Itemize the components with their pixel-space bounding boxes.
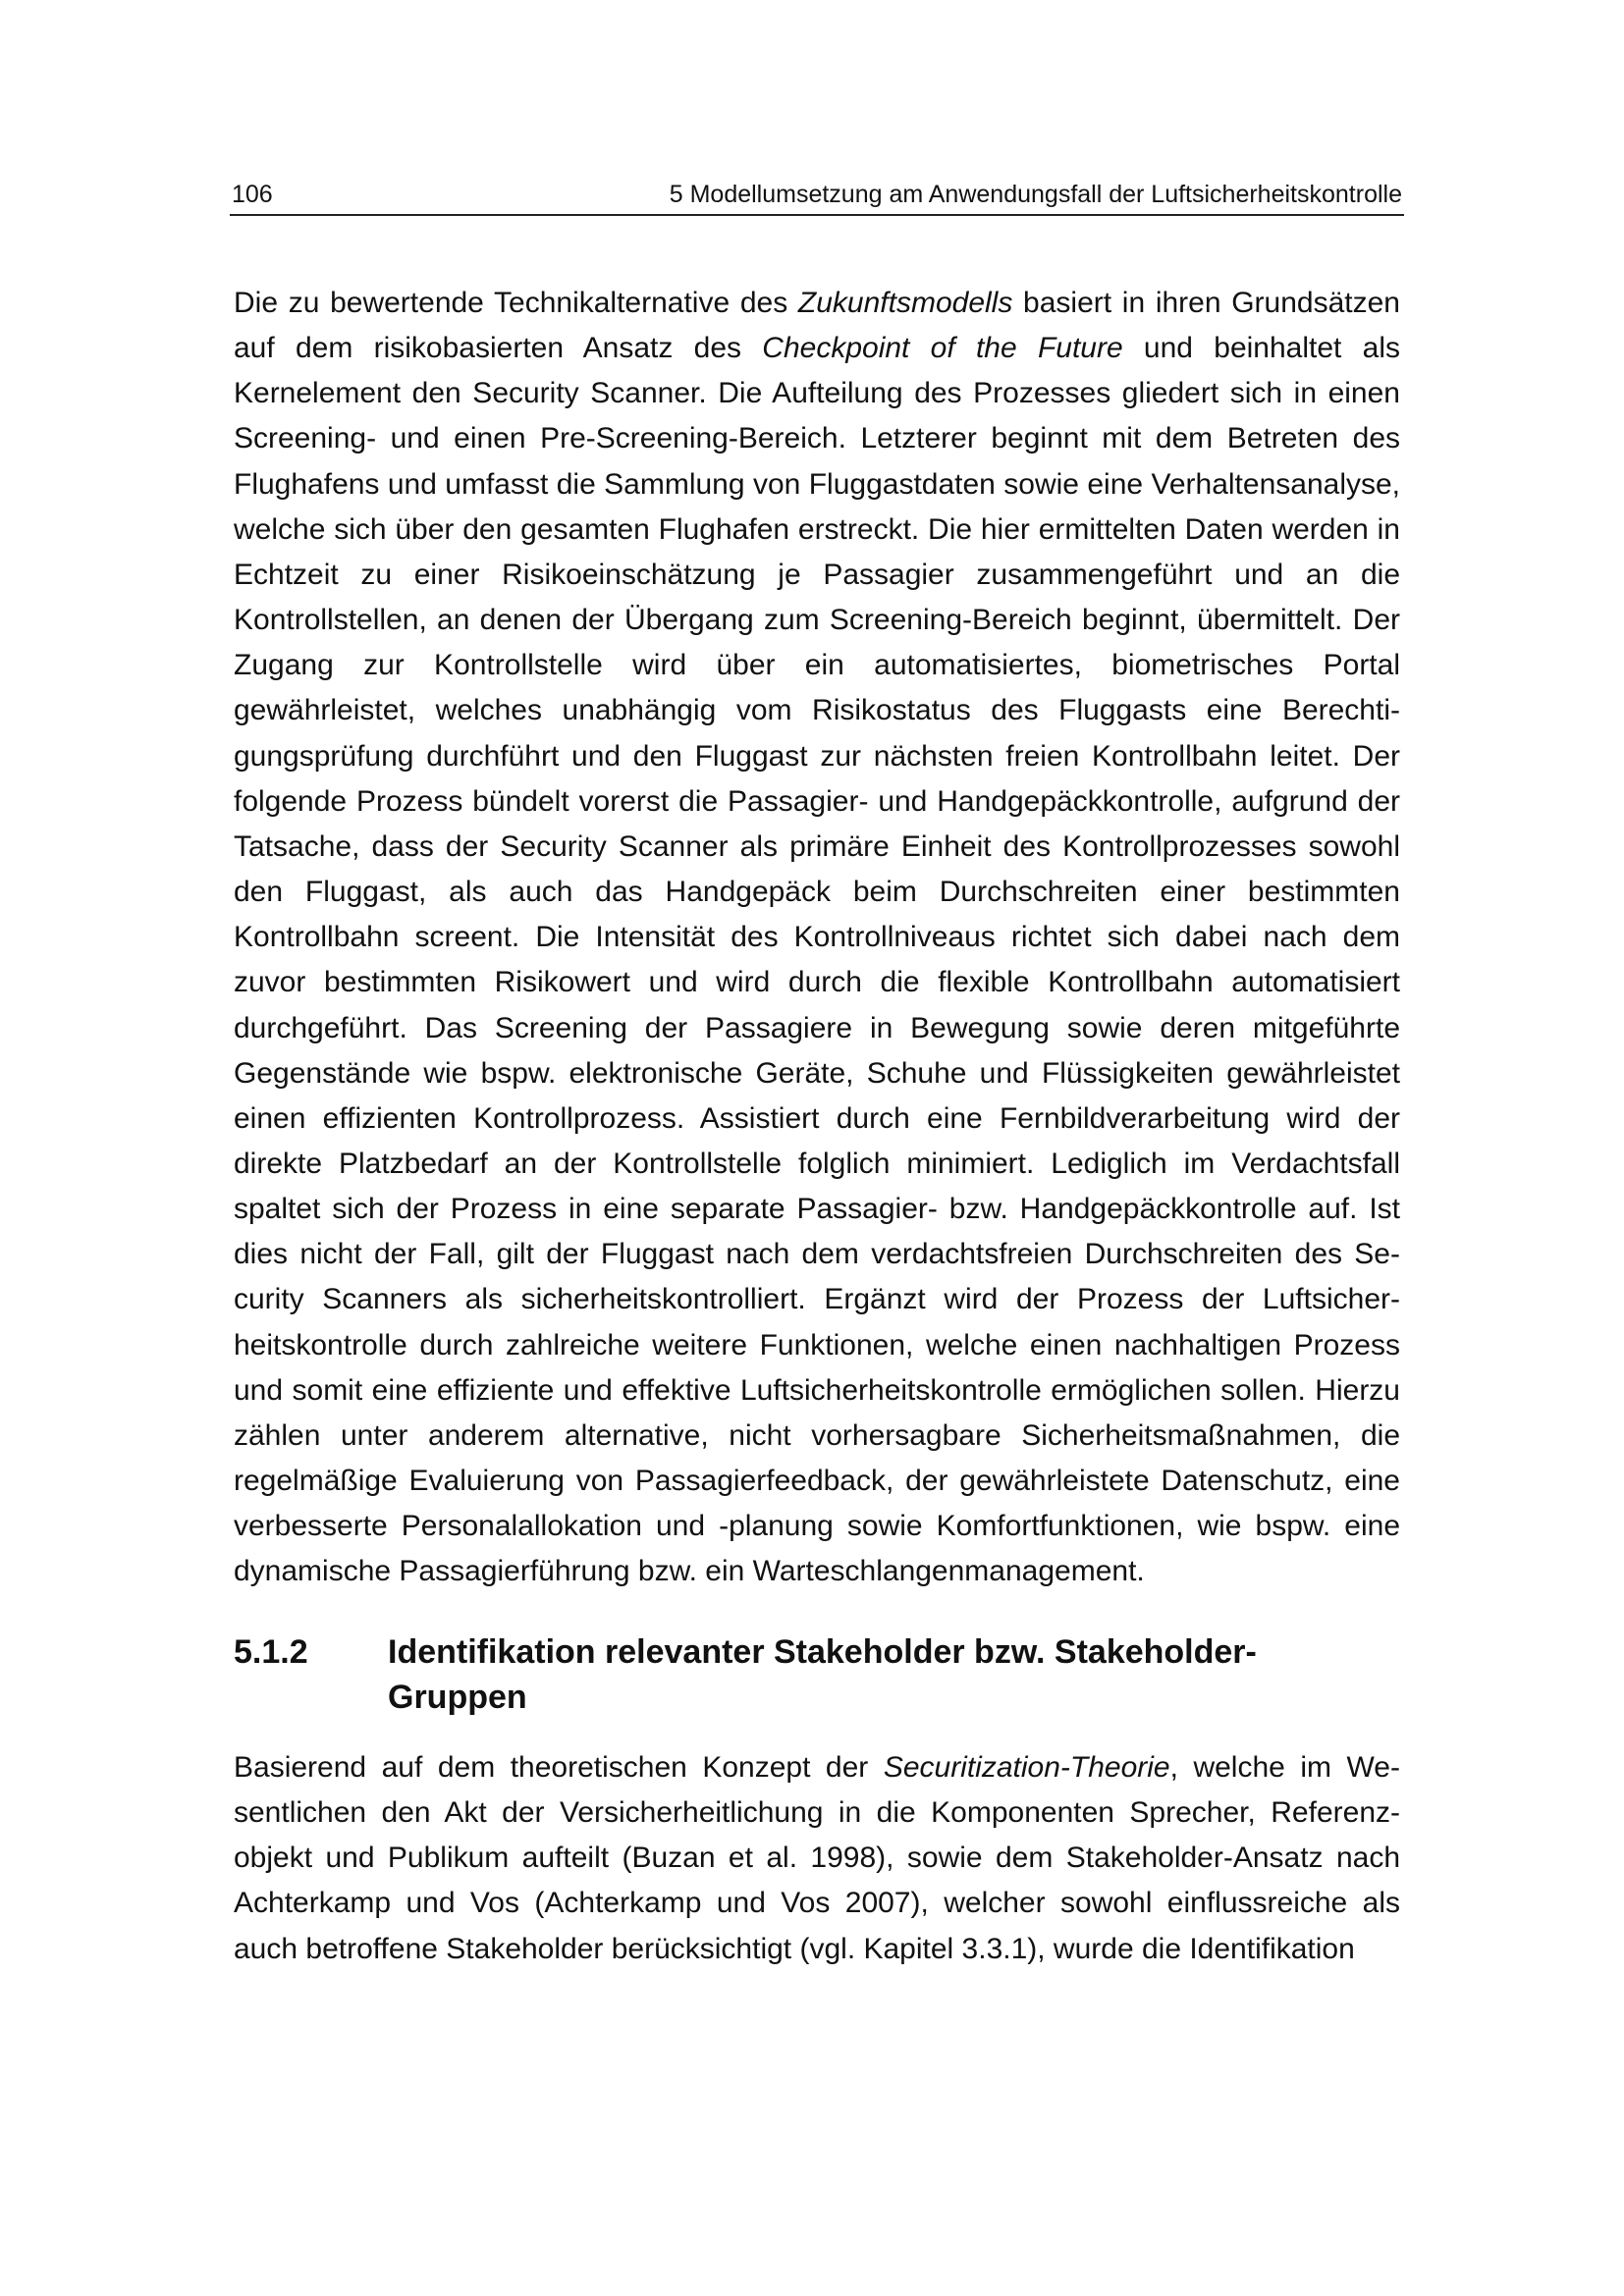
text-run-italic: Zukunftsmodells xyxy=(797,287,1013,319)
body-paragraph-2 xyxy=(234,1745,1400,1972)
body-paragraph-1 xyxy=(234,281,1400,1595)
page-number: 106 xyxy=(232,181,273,208)
text-run: Basierend auf dem theoretischen Konzept der xyxy=(234,1751,884,1784)
text-run: Die zu bewertende Technikalternative des xyxy=(234,287,798,319)
text-run-italic: Securitization-Theorie xyxy=(883,1751,1170,1784)
text-run: , welche im Wesentlichen den Akt der Versicherheitlichung in die Komponenten Sprecher, Referenzobjekt und Publikum aufteilt (Buzan et al. 1998), sowie dem Stakeholder-Ansatz nach Achterkamp und Vos (Achterkamp und Vos 2007), welcher sowohl einflussreiche als auch betroffene Stakeholder berücksichtigt (vgl. Kapitel 3.3.1), wurde die Identifikation xyxy=(234,1751,1400,1965)
section-title: Identifikation relevanter Stakeholder bzw. Stakeholder-Gruppen xyxy=(388,1633,1257,1716)
chapter-title: 5 Modellumsetzung am Anwendungsfall der Luftsicherheitskontrolle xyxy=(669,181,1402,208)
section-number: 5.1.2 xyxy=(234,1633,308,1671)
section-heading xyxy=(234,1629,1400,1728)
text-run: und beinhaltet als Kernelement den Security Scanner. Die Aufteilung des Prozesses gliedert sich in einen Screening- und einen Pre-Screening-Bereich. Letzterer beginnt mit dem Betreten des Flughafens und umfasst die Sammlung von Fluggastdaten sowie eine Verhaltensanalyse, welche sich über den gesamten Flughafen erstreckt. Die hier ermittelten Daten werden in Echtzeit zu einer Risikoeinschätzung je Passagier zusammengeführt und an die Kontrollstellen, an denen der Übergang zum Screening-Bereich beginnt, übermittelt. Der Zugang zur Kontrollstelle wird über ein automatisiertes, biometrisches Portal gewährleistet, welches unabhängig vom Risikostatus des Fluggasts eine Berechtigungsprüfung durchführt und den Fluggast zur nächsten freien Kontrollbahn leitet. Der folgende Prozess bündelt vorerst die Passagier- und Handgepäckkontrolle, aufgrund der Tatsache, dass der Security Scanner als primäre Einheit des Kontrollprozesses sowohl den Fluggast, als auch das Handgepäck beim Durchschreiten einer bestimmten Kontrollbahn screent. Die Intensität des Kontrollniveaus richtet sich dabei nach dem zuvor bestimmten Risikowert und wird durch die flexible Kontrollbahn automatisiert durchgeführt. Das Screening der Passagiere in Bewegung sowie deren mitgeführte Gegenstände wie bspw. elektronische Geräte, Schuhe und Flüssigkeiten gewährleistet einen effizienten Kontrollprozess. Assistiert durch eine Fernbildverarbeitung wird der direkte Platzbedarf an der Kontrollstelle folglich minimiert. Lediglich im Verdachtsfall spaltet sich der Prozess in eine separate Passagier- bzw. Handgepäckkontrolle auf. Ist dies nicht der Fall, gilt der Fluggast nach dem verdachtsfreien Durchschreiten des Security Scanners als sicherheitskontrolliert. Ergänzt wird der Prozess der Luftsicherheitskontrolle durch zahlreiche weitere Funktionen, welche einen nachhaltigen Prozess und somit eine effiziente und effektive Luftsicherheitskontrolle ermöglichen sollen. Hierzu zählen unter anderem alternative, nicht vorhersagbare Sicherheitsmaßnahmen, die regelmäßige Evaluierung von Passagierfeedback, der gewährleistete Datenschutz, eine verbesserte Personalallokation und -planung sowie Komfortfunktionen, wie bspw. eine dynamische Passagierführung bzw. ein Warteschlangenmanagement. xyxy=(234,332,1400,1588)
text-run-italic: Checkpoint of the Future xyxy=(762,332,1123,365)
running-header xyxy=(230,175,1404,216)
text-run: basiert in ihren Grundsätzen auf dem risikobasierten Ansatz des xyxy=(234,287,1400,365)
